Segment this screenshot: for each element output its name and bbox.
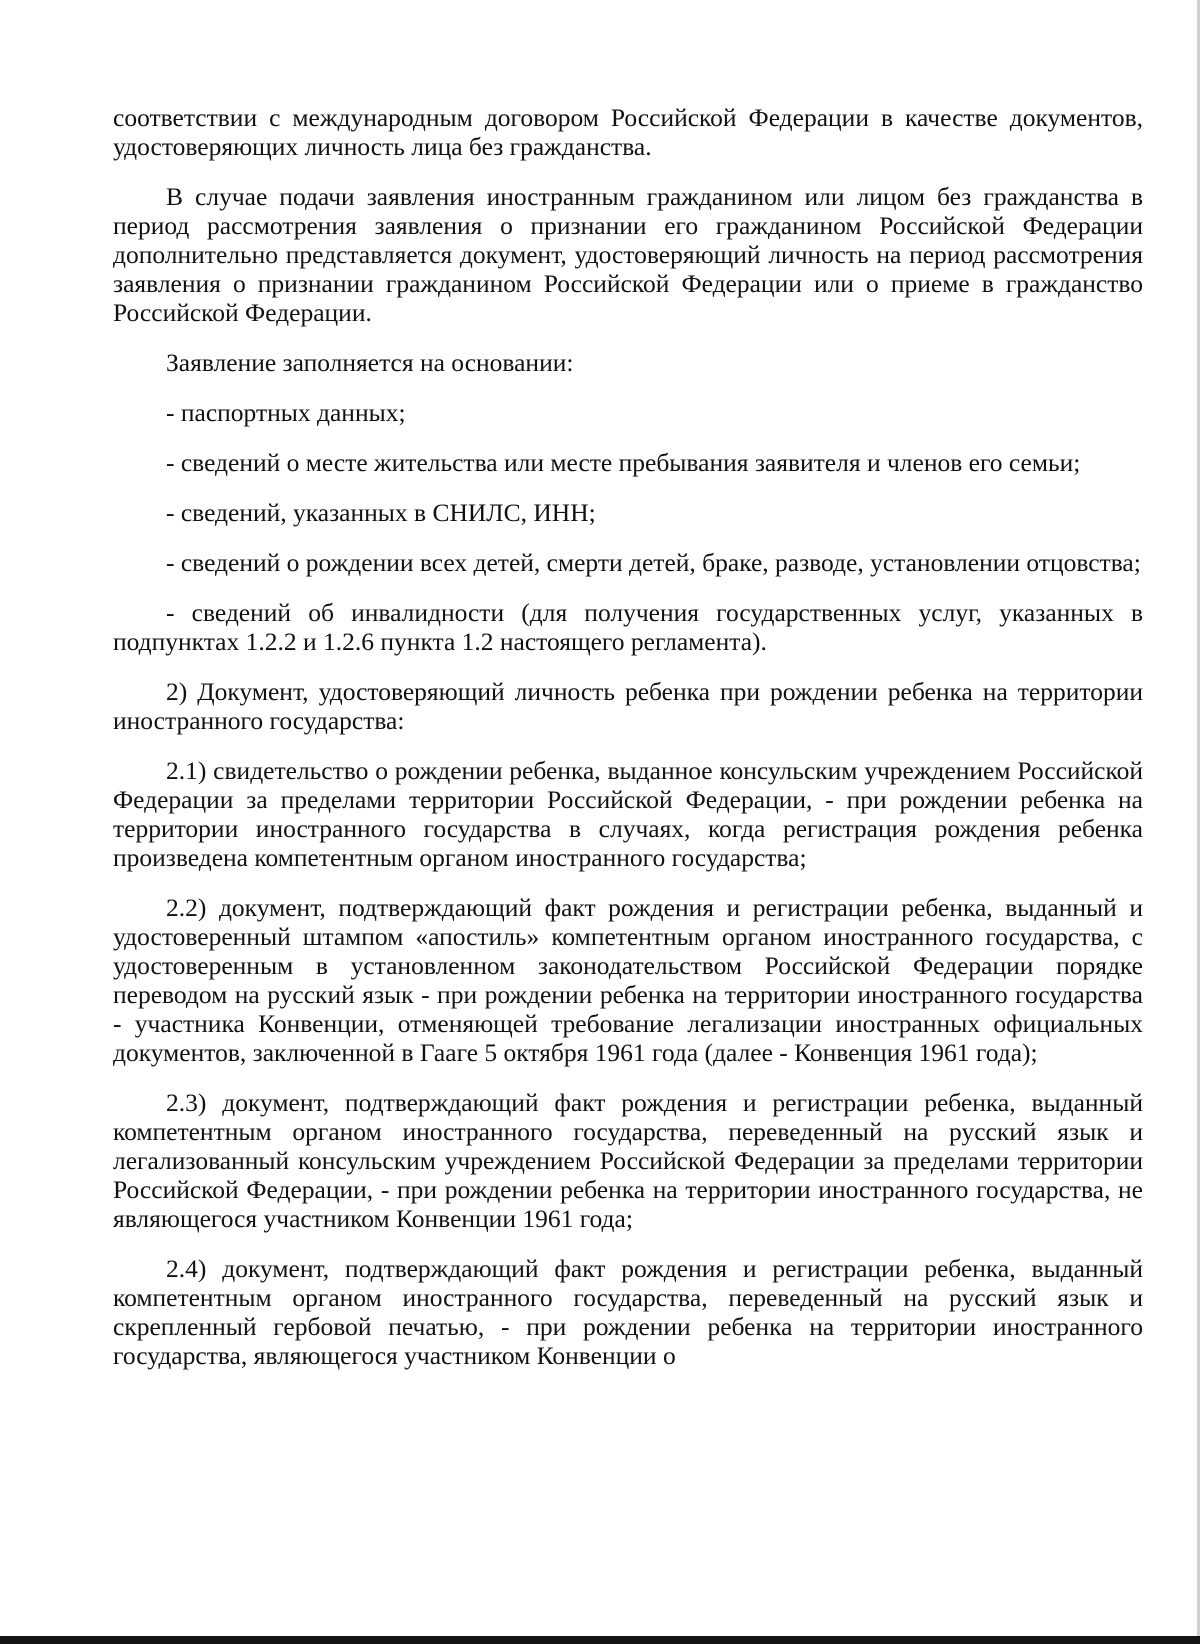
list-item-snils-inn: - сведений, указанных в СНИЛС, ИНН; — [166, 498, 596, 527]
document-body — [113, 103, 1143, 1391]
paragraph-application-basis: Заявление заполняется на основании: — [166, 348, 574, 377]
list-item-disability: - сведений об инвалидности (для получения государственных услуг, указанных в подпунктах 1.2.2 и 1.2.6 пункта 1.2 настоящего регламента). — [113, 598, 1143, 656]
paragraph-item-2-4: 2.4) документ, подтверждающий факт рождения и регистрации ребенка, выданный компетентным органом иностранного государства, переведенный на русский язык и скрепленный гербовой печатью, - при рождении ребенка на территории иностранного государства, являющегося участником Конвенции о — [113, 1254, 1143, 1370]
paragraph-item-2-3: 2.3) документ, подтверждающий факт рождения и регистрации ребенка, выданный компетентным органом иностранного государства, переведенный на русский язык и легализованный консульским учреждением Российской Федерации за пределами территории Российской Федерации, - при рождении ребенка на территории иностранного государства, не являющегося участником Конвенции 1961 года; — [113, 1088, 1143, 1233]
paragraph-item-2: 2) Документ, удостоверяющий личность ребенка при рождении ребенка на территории иностранного государства: — [113, 677, 1143, 735]
list-item-passport-data: - паспортных данных; — [166, 398, 406, 427]
list-item-children-marriage: - сведений о рождении всех детей, смерти детей, браке, разводе, установлении отцовства; — [166, 548, 1141, 577]
paragraph-item-2-2: 2.2) документ, подтверждающий факт рождения и регистрации ребенка, выданный и удостоверенный штампом «апостиль» компетентным органом иностранного государства, с удостоверенным в установленном законодательством Российской Федерации порядке переводом на русский язык - при рождении ребенка на территории иностранного государства - участника Конвенции, отменяющей требование легализации иностранных официальных документов, заключенной в Гааге 5 октября 1961 года (далее - Конвенция 1961 года); — [113, 893, 1143, 1067]
list-item-residence-info: - сведений о месте жительства или месте пребывания заявителя и членов его семьи; — [166, 448, 1081, 477]
scan-edge-bottom — [0, 1636, 1200, 1644]
paragraph-item-2-1: 2.1) свидетельство о рождении ребенка, выданное консульским учреждением Российской Федерации за пределами территории Российской Федерации, - при рождении ребенка на территории иностранного государства в случаях, когда регистрация рождения ребенка произведена компетентным органом иностранного государства; — [113, 756, 1143, 872]
paragraph-application-by-foreigner: В случае подачи заявления иностранным гражданином или лицом без гражданства в период рассмотрения заявления о признании его гражданином Российской Федерации дополнительно представляется документ, удостоверяющий личность на период рассмотрения заявления о признании гражданином Российской Федерации или о приеме в гражданство Российской Федерации. — [113, 182, 1143, 327]
paragraph-continuation: соответствии с международным договором Российской Федерации в качестве документов, удостоверяющих личность лица без гражданства. — [113, 103, 1143, 161]
